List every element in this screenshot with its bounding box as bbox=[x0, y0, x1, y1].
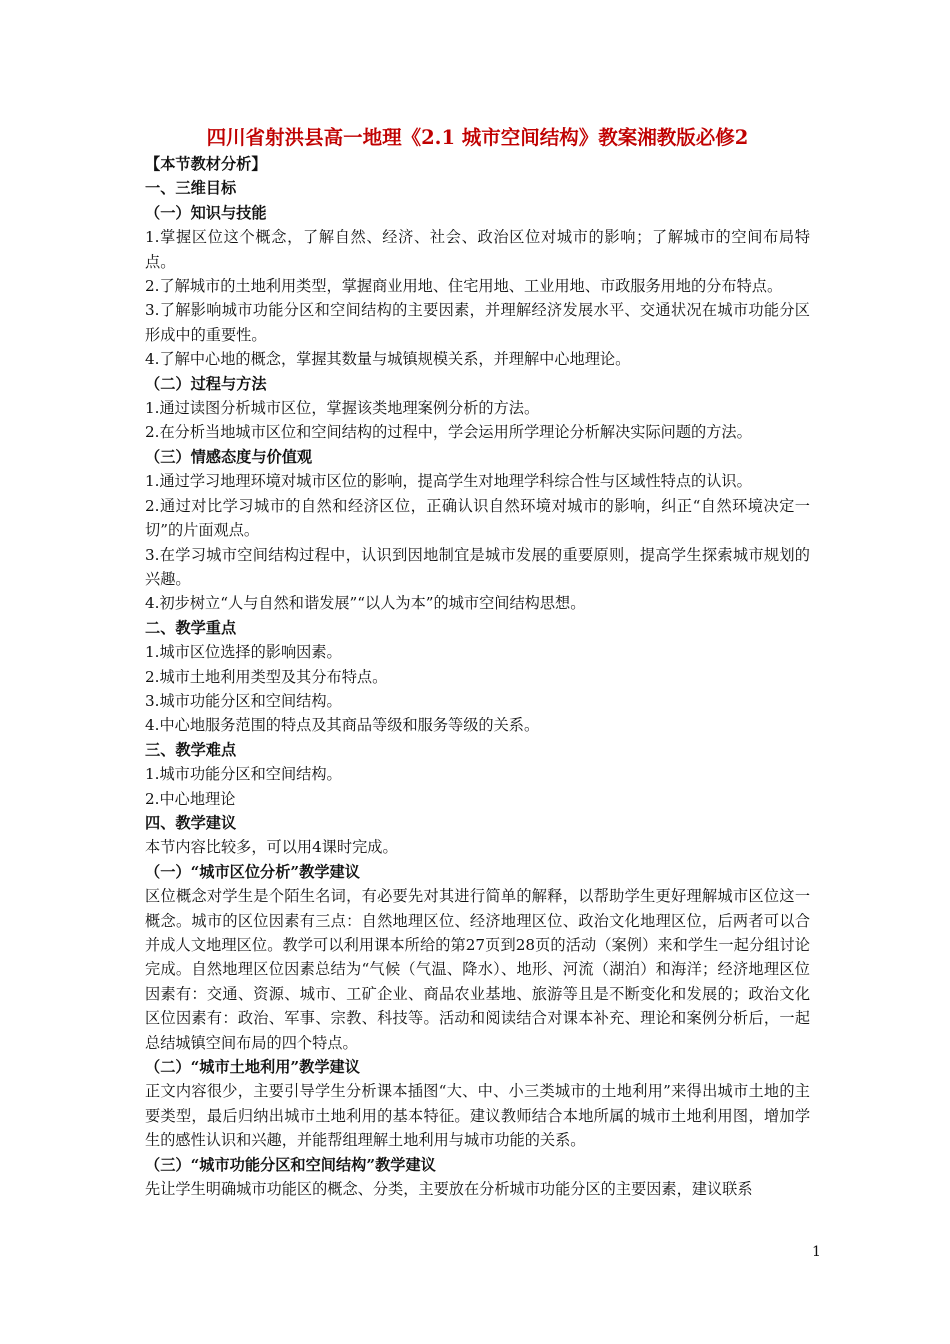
suggestion-3-text: 先让学生明确城市功能区的概念、分类，主要放在分析城市功能分区的主要因素，建议联系 bbox=[145, 1180, 753, 1199]
suggestion-intro: 本节内容比较多，可以用4课时完成。 bbox=[145, 838, 398, 857]
suggestion-2-text: 正文内容很少，主要引导学生分析课本插图“大、中、小三类城市的土地利用”来得出城市土地的主要类型，最后归纳出城市土地利用的基本特征。建议教师结合本地所属的城市土地利用图，增加学生的感性认识和兴趣，并能帮组理解土地利用与城市功能的关系。 bbox=[145, 1082, 810, 1150]
knowledge-item: 2.了解城市的土地利用类型，掌握商业用地、住宅用地、工业用地、市政服务用地的分布特点。 bbox=[145, 277, 783, 296]
key-item: 2.城市土地利用类型及其分布特点。 bbox=[145, 667, 388, 686]
heading-suggestions: 四、教学建议 bbox=[145, 813, 237, 832]
attitude-item: 1.通过学习地理环境对城市区位的影响，提高学生对地理学科综合性与区域性特点的认识。 bbox=[145, 472, 752, 491]
process-item: 1.通过读图分析城市区位，掌握该类地理案例分析的方法。 bbox=[145, 399, 540, 418]
subheading-process: （二）过程与方法 bbox=[145, 374, 267, 393]
knowledge-item: 1.掌握区位这个概念，了解自然、经济、社会、政治区位对城市的影响；了解城市的空间布局特点。 bbox=[145, 228, 810, 271]
difficult-item: 1.城市功能分区和空间结构。 bbox=[145, 765, 342, 784]
knowledge-item: 3.了解影响城市功能分区和空间结构的主要因素，并理解经济发展水平、交通状况在城市功能分区形成中的重要性。 bbox=[145, 301, 810, 344]
key-item: 4.中心地服务范围的特点及其商品等级和服务等级的关系。 bbox=[145, 716, 540, 735]
process-item: 2.在分析当地城市区位和空间结构的过程中，学会运用所学理论分析解决实际问题的方法。 bbox=[145, 423, 752, 442]
attitude-item: 4.初步树立“人与自然和谐发展”“以人为本”的城市空间结构思想。 bbox=[145, 594, 586, 613]
difficult-item: 2.中心地理论 bbox=[145, 789, 236, 808]
heading-key-points: 二、教学重点 bbox=[145, 618, 237, 637]
document-page bbox=[145, 124, 810, 1201]
subheading-attitude: （三）情感态度与价值观 bbox=[145, 447, 313, 466]
subheading-suggestion-1: （一）“城市区位分析”教学建议 bbox=[145, 862, 360, 881]
subheading-knowledge: （一）知识与技能 bbox=[145, 203, 267, 222]
document-title: 四川省射洪县高一地理《2.1 城市空间结构》教案湘教版必修2 bbox=[206, 126, 749, 149]
key-item: 3.城市功能分区和空间结构。 bbox=[145, 691, 342, 710]
key-item: 1.城市区位选择的影响因素。 bbox=[145, 643, 342, 662]
knowledge-item: 4.了解中心地的概念，掌握其数量与城镇规模关系，并理解中心地理论。 bbox=[145, 350, 631, 369]
suggestion-1-text: 区位概念对学生是个陌生名词，有必要先对其进行简单的解释，以帮助学生更好理解城市区位这一概念。城市的区位因素有三点：自然地理区位、经济地理区位、政治文化地理区位，后两者可以合并成人文地理区位。教学可以利用课本所给的第27页到28页的活动（案例）来和学生一起分组讨论完成。自然地理区位因素总结为“气候（气温、降水）、地形、河流（湖泊）和海洋；经济地理区位因素有：交通、资源、城市、工矿企业、商品农业基地、旅游等且是不断变化和发展的；政治文化区位因素有：政治、军事、宗教、科技等。活动和阅读结合对课本补充、理论和案例分析后，一起总结城镇空间布局的四个特点。 bbox=[145, 887, 810, 1052]
attitude-item: 3.在学习城市空间结构过程中，认识到因地制宜是城市发展的重要原则，提高学生探索城市规划的兴趣。 bbox=[145, 545, 810, 588]
heading-goals: 一、三维目标 bbox=[145, 179, 237, 198]
section-header: 【本节教材分析】 bbox=[145, 155, 267, 173]
subheading-suggestion-3: （三）“城市功能分区和空间结构”教学建议 bbox=[145, 1155, 436, 1174]
heading-difficult-points: 三、教学难点 bbox=[145, 740, 237, 759]
subheading-suggestion-2: （二）“城市土地利用”教学建议 bbox=[145, 1058, 360, 1077]
attitude-item: 2.通过对比学习城市的自然和经济区位，正确认识自然环境对城市的影响，纠正“自然环境决定一切”的片面观点。 bbox=[145, 496, 810, 540]
page-number: 1 bbox=[812, 1244, 821, 1260]
